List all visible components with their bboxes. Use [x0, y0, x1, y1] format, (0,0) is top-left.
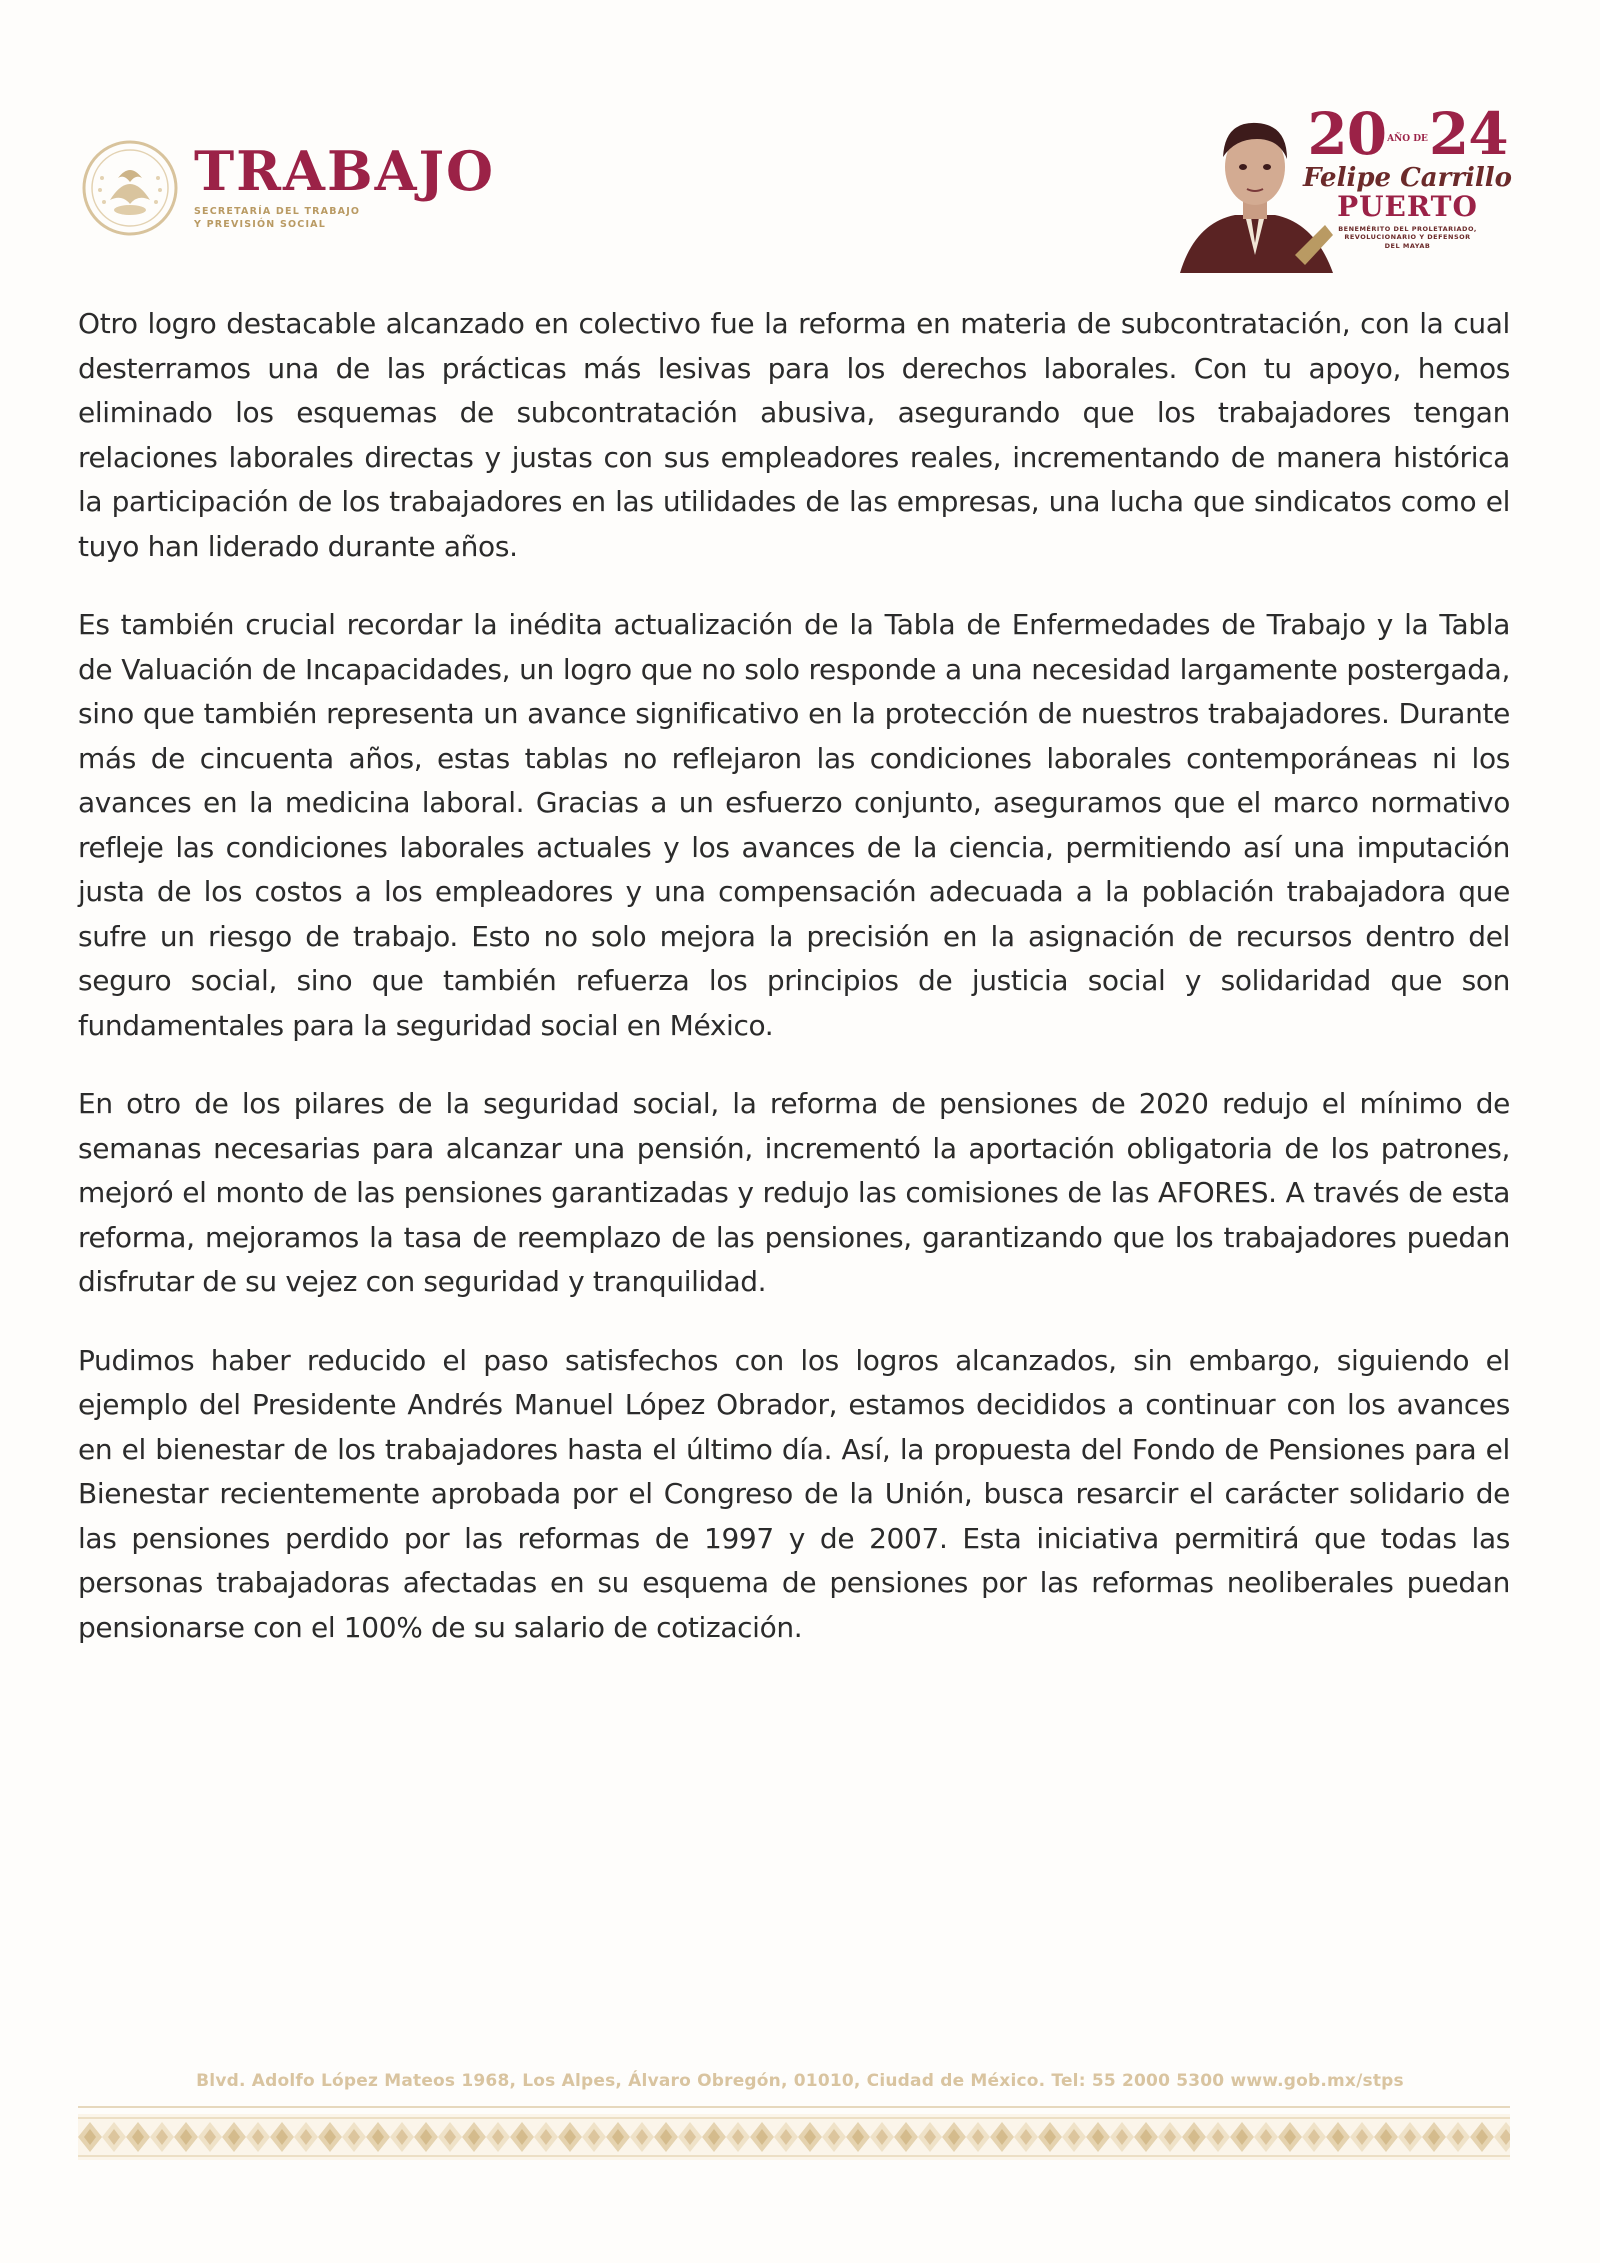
honoree-desc-line1: BENEMÉRITO DEL PROLETARIADO,: [1338, 224, 1477, 233]
year-block: [1300, 100, 1515, 250]
paragraph-2: Es también crucial recordar la inédita actualización de la Tabla de Enfermedades de Trabajo y la Tabla de Valuación de Incapacidades, un logro que no solo responde a una necesidad largamente postergada, sino que también representa un avance significativo en la protección de nuestros trabajadores. Durante más de cincuenta años, estas tablas no reflejaron las condiciones laborales contemporáneas ni los avances en la medicina laboral. Gracias a un esfuerzo conjunto, aseguramos que el marco normativo refleje las condiciones laborales actuales y los avances de la ciencia, permitiendo así una imputación justa de los costos a los empleadores y una compensación adecuada a la población trabajadora que sufre un riesgo de trabajo. Esto no solo mejora la precisión en la asignación de recursos dentro del seguro social, sino que también refuerza los principios de justicia social y solidaridad que son fundamentales para la seguridad social en México.: [78, 608, 1510, 1042]
coat-of-arms-icon: [80, 138, 180, 238]
footer-divider: [78, 2106, 1510, 2108]
honoree-description: [1300, 225, 1515, 250]
decorative-pattern-band-icon: [78, 2114, 1510, 2160]
agency-subtitle-line2: Y PREVISIÓN SOCIAL: [194, 219, 326, 230]
honoree-surname: PUERTO: [1337, 190, 1478, 224]
agency-logo: [80, 138, 495, 238]
paragraph-3: En otro de los pilares de la seguridad social, la reforma de pensiones de 2020 redujo el mínimo de semanas necesarias para alcanzar una pensión, incrementó la aportación obligatoria de los patrones, mejoró el monto de las pensiones garantizadas y redujo las comisiones de las AFORES. A través de esta reforma, mejoramos la tasa de reemplazo de las pensiones, garantizando que los trabajadores puedan disfrutar de su vejez con seguridad y tranquilidad.: [78, 1087, 1510, 1298]
year-prefix: 20: [1307, 100, 1387, 168]
agency-subtitle: [194, 206, 414, 232]
footer-address: Blvd. Adolfo López Mateos 1968, Los Alpes, Álvaro Obregón, 01010, Ciudad de México. Tel: 55 2000 5300 www.gob.mx/stps: [196, 2071, 1404, 2091]
year-text: [1300, 100, 1515, 168]
year-suffix: 24: [1428, 100, 1508, 168]
agency-name: TRABAJO: [194, 139, 496, 204]
paragraph-1: Otro logro destacable alcanzado en colectivo fue la reforma en materia de subcontratación, con la cual desterramos una de las prácticas más lesivas para los derechos laborales. Con tu apoyo, hemos eliminado los esquemas de subcontratación abusiva, asegurando que los trabajadores tengan relaciones laborales directas y justas con sus empleadores reales, incrementando de manera histórica la participación de los trabajadores en las utilidades de las empresas, una lucha que sindicatos como el tuyo han liderado durante años.: [78, 307, 1510, 563]
honoree-desc-line3: DEL MAYAB: [1384, 241, 1431, 250]
commemorative-year-logo: [1175, 100, 1515, 275]
honoree-desc-line2: REVOLUCIONARIO Y DEFENSOR: [1344, 233, 1471, 242]
paragraph-4: Pudimos haber reducido el paso satisfechos con los logros alcanzados, sin embargo, siguiendo el ejemplo del Presidente Andrés Manuel López Obrador, estamos decididos a continuar con los avances en el bienestar de los trabajadores hasta el último día. Así, la propuesta del Fondo de Pensiones para el Bienestar recientemente aprobada por el Congreso de la Unión, busca resarcir el carácter solidario de las pensiones perdido por las reformas de 1997 y de 2007. Esta iniciativa permitirá que todas las personas trabajadoras afectadas en su esquema de pensiones por las reformas neoliberales puedan pensionarse con el 100% de su salario de cotización.: [78, 1343, 1510, 1644]
honoree-name: Felipe Carrillo: [1302, 163, 1512, 193]
agency-subtitle-line1: SECRETARÍA DEL TRABAJO: [194, 206, 361, 218]
letter-body: [78, 302, 1510, 1684]
year-small-label: AÑO DE: [1387, 133, 1428, 144]
